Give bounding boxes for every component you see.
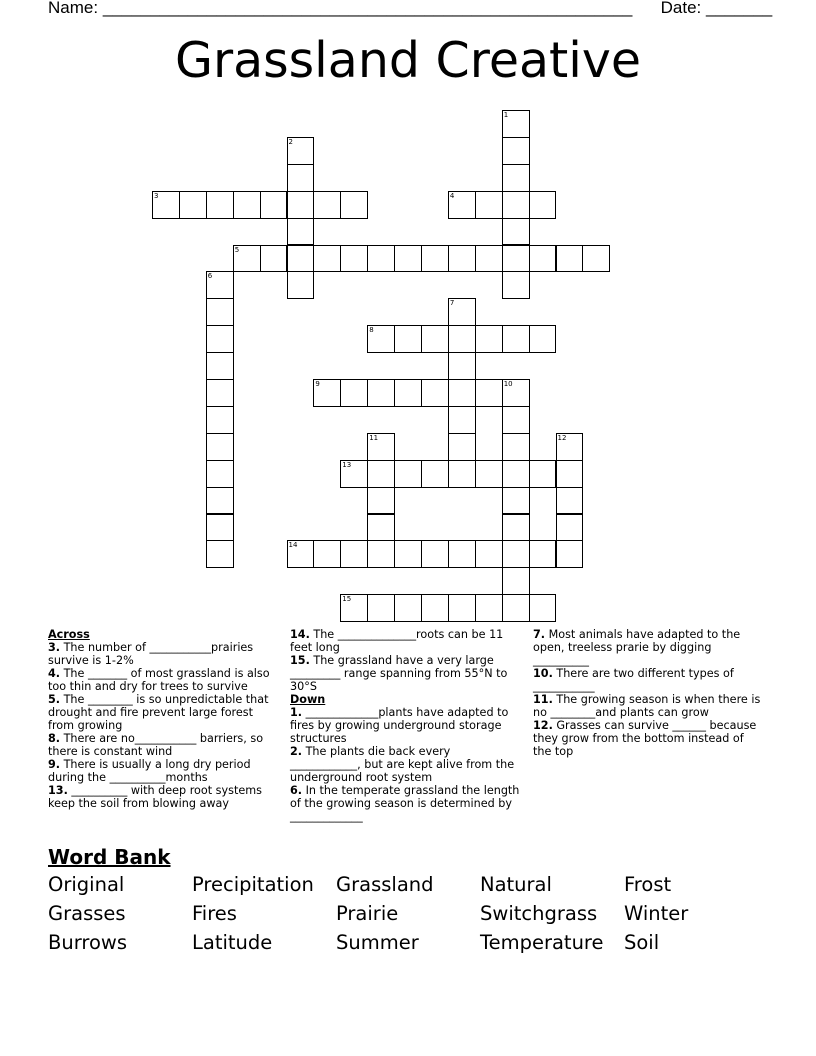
clue-number: 13 (342, 460, 352, 469)
clue-across-9: 9. There is usually a long dry period during the __________months (48, 758, 251, 784)
crossword-cell[interactable] (287, 191, 315, 219)
crossword-cell[interactable] (206, 406, 234, 434)
crossword-cell[interactable] (448, 379, 476, 407)
clue-number: 1 (503, 111, 509, 119)
crossword-cell[interactable] (502, 487, 530, 515)
word-bank-title: Word Bank (48, 845, 171, 869)
clue-number: 6 (207, 272, 213, 281)
word-bank-word: Grasses (48, 902, 126, 925)
crossword-cell[interactable] (313, 191, 341, 219)
crossword-cell[interactable] (367, 460, 395, 488)
crossword-cell[interactable] (421, 245, 449, 273)
crossword-cell[interactable] (448, 352, 476, 380)
clue-number: 9 (315, 380, 320, 388)
crossword-cell[interactable] (340, 540, 368, 568)
crossword-cell[interactable] (367, 379, 395, 407)
word-bank-word: Summer (336, 931, 419, 954)
crossword-cell[interactable] (556, 514, 584, 542)
word-bank-word: Original (48, 873, 125, 896)
crossword-cell[interactable] (206, 433, 234, 461)
crossword-cell[interactable] (448, 325, 476, 353)
clue-number: 15 (342, 595, 352, 604)
crossword-cell[interactable] (152, 191, 180, 219)
clue-across-15: 15. The grassland have a very large _________ range spanning from 55°N to 30°S (290, 654, 508, 693)
crossword-cell[interactable] (502, 379, 530, 407)
clue-down-2: 2. The plants die back every ____________, but are kept alive from the underground root system (290, 745, 515, 784)
crossword-cell[interactable] (448, 460, 476, 488)
crossword-cell[interactable] (502, 325, 530, 353)
crossword-cell[interactable] (475, 379, 503, 407)
crossword-cell[interactable] (287, 245, 315, 273)
crossword-cell[interactable] (233, 245, 261, 273)
crossword-cell[interactable] (367, 245, 395, 273)
date-blank[interactable]: _______ (706, 0, 773, 17)
crossword-cell[interactable] (206, 191, 234, 219)
crossword-cell[interactable] (502, 245, 530, 273)
middle-clues-column (290, 628, 522, 823)
crossword-cell[interactable] (475, 594, 503, 622)
crossword-cell[interactable] (556, 487, 584, 515)
crossword-cell[interactable] (475, 460, 503, 488)
crossword-cell[interactable] (502, 164, 530, 192)
crossword-cell[interactable] (287, 164, 315, 192)
crossword-cell[interactable] (475, 245, 503, 273)
clue-across-3: 3. The number of ___________prairies survive is 1-2% (48, 641, 254, 667)
word-bank-word: Prairie (336, 902, 399, 925)
word-bank-word: Winter (624, 902, 689, 925)
clue-down-10: 10. There are two different types of ___________ (533, 667, 734, 693)
crossword-cell[interactable] (529, 191, 557, 219)
crossword-cell[interactable] (502, 460, 530, 488)
crossword-cell[interactable] (260, 191, 288, 219)
crossword-cell[interactable] (421, 460, 449, 488)
crossword-cell[interactable] (206, 514, 234, 542)
crossword-cell[interactable] (529, 540, 557, 568)
clue-number: 7 (449, 299, 455, 308)
word-bank-word: Fires (192, 902, 237, 925)
word-bank-word: Grassland (336, 873, 434, 896)
crossword-cell[interactable] (475, 540, 503, 568)
crossword-cell[interactable] (421, 325, 449, 353)
clue-number: 11 (369, 433, 379, 442)
crossword-cell[interactable] (394, 460, 422, 488)
crossword-cell[interactable] (340, 245, 368, 273)
crossword-cell[interactable] (394, 594, 422, 622)
crossword-cell[interactable] (367, 594, 395, 622)
crossword-cell[interactable] (502, 110, 530, 138)
crossword-cell[interactable] (313, 245, 341, 273)
clue-across-14: 14. The ______________roots can be 11 feet long (290, 628, 504, 654)
crossword-cell[interactable] (394, 379, 422, 407)
crossword-cell[interactable] (340, 460, 368, 488)
word-bank-word: Soil (624, 931, 660, 954)
clue-number: 4 (449, 191, 455, 200)
clue-down-7: 7. Most animals have adapted to the open, treeless prarie by digging __________ (533, 628, 741, 667)
crossword-cell[interactable] (502, 271, 530, 299)
crossword-cell[interactable] (367, 514, 395, 542)
crossword-cell[interactable] (502, 406, 530, 434)
crossword-cell[interactable] (313, 540, 341, 568)
crossword-cell[interactable] (421, 379, 449, 407)
clue-number: 5 (234, 245, 240, 254)
crossword-cell[interactable] (502, 191, 530, 219)
crossword-cell[interactable] (475, 191, 503, 219)
crossword-cell[interactable] (502, 137, 530, 165)
crossword-cell[interactable] (448, 433, 476, 461)
clue-number: 3 (154, 191, 159, 200)
crossword-cell[interactable] (502, 514, 530, 542)
across-clues-column (48, 628, 280, 810)
word-bank (48, 872, 768, 956)
word-bank-word: Latitude (192, 931, 273, 954)
clue-down-6: 6. In the temperate grassland the length of the growing season is determined by _____________ (290, 784, 520, 823)
crossword-cell[interactable] (448, 406, 476, 434)
crossword-cell[interactable] (448, 298, 476, 326)
crossword-cell[interactable] (367, 325, 395, 353)
crossword-cell[interactable] (206, 460, 234, 488)
crossword-cell[interactable] (448, 540, 476, 568)
crossword-cell[interactable] (206, 325, 234, 353)
crossword-cell[interactable] (179, 191, 207, 219)
page-title: Grassland Creative (174, 32, 641, 89)
clue-down-11: 11. The growing season is when there is no ________and plants can grow (533, 693, 761, 719)
crossword-cell[interactable] (448, 245, 476, 273)
crossword-cell[interactable] (556, 460, 584, 488)
crossword-cell[interactable] (287, 540, 315, 568)
crossword-cell[interactable] (206, 540, 234, 568)
word-bank-word: Frost (624, 873, 672, 896)
crossword-cell[interactable] (556, 540, 584, 568)
crossword-cell[interactable] (556, 245, 584, 273)
crossword-cell[interactable] (502, 567, 530, 595)
crossword-cell[interactable] (340, 191, 368, 219)
crossword-cell[interactable] (206, 271, 234, 299)
crossword-cell[interactable] (502, 540, 530, 568)
down-heading: Down (290, 693, 326, 706)
crossword-cell[interactable] (502, 594, 530, 622)
clue-across-5: 5. The ________ is so unpredictable that drought and fire prevent large forest from growing (48, 693, 269, 732)
crossword-cell[interactable] (394, 540, 422, 568)
clue-across-13: 13. __________ with deep root systems keep the soil from blowing away (48, 784, 262, 810)
crossword-cell[interactable] (313, 379, 341, 407)
crossword-cell[interactable] (448, 594, 476, 622)
clue-number: 8 (369, 326, 374, 335)
word-bank-word: Precipitation (192, 873, 314, 896)
crossword-cell[interactable] (206, 352, 234, 380)
clue-down-12: 12. Grasses can survive ______ because they grow from the bottom instead of the top (533, 719, 757, 758)
crossword-cell[interactable] (421, 594, 449, 622)
crossword-cell[interactable] (502, 433, 530, 461)
clue-across-8: 8. There are no___________ barriers, so there is constant wind (48, 732, 264, 758)
crossword-cell[interactable] (287, 137, 315, 165)
crossword-cell[interactable] (394, 245, 422, 273)
word-bank-word: Temperature (480, 931, 604, 954)
word-bank-word: Switchgrass (480, 902, 598, 925)
crossword-cell[interactable] (287, 271, 315, 299)
name-label: Name: (48, 0, 99, 17)
crossword-cell[interactable] (206, 487, 234, 515)
across-heading: Across (48, 628, 90, 641)
crossword-cell[interactable] (475, 325, 503, 353)
crossword-cell[interactable] (340, 594, 368, 622)
crossword-cell[interactable] (206, 298, 234, 326)
clue-down-1: 1. _____________plants have adapted to fires by growing underground storage structures (290, 706, 509, 745)
crossword-cell[interactable] (287, 218, 315, 246)
clue-number: 14 (288, 541, 298, 550)
crossword-cell[interactable] (582, 245, 610, 273)
crossword-cell[interactable] (529, 460, 557, 488)
crossword-cell[interactable] (340, 379, 368, 407)
right-clues-column (533, 628, 765, 758)
clue-number: 12 (557, 433, 567, 442)
crossword-cell[interactable] (529, 245, 557, 273)
crossword-cell[interactable] (206, 379, 234, 407)
crossword-cell[interactable] (367, 433, 395, 461)
crossword-cell[interactable] (448, 191, 476, 219)
crossword-cell[interactable] (367, 487, 395, 515)
name-blank[interactable]: ________________________________________________________ (102, 0, 633, 17)
clue-number: 2 (288, 137, 293, 146)
crossword-cell[interactable] (529, 325, 557, 353)
date-label: Date: (660, 0, 702, 17)
crossword-cell[interactable] (260, 245, 288, 273)
clue-number: 10 (503, 380, 513, 388)
crossword-cell[interactable] (421, 540, 449, 568)
crossword-cell[interactable] (367, 540, 395, 568)
clue-across-4: 4. The _______ of most grassland is also too thin and dry for trees to survive (48, 667, 270, 693)
crossword-cell[interactable] (556, 433, 584, 461)
crossword-cell[interactable] (502, 218, 530, 246)
crossword-cell[interactable] (394, 325, 422, 353)
word-bank-word: Burrows (48, 931, 128, 954)
word-bank-word: Natural (480, 873, 552, 896)
crossword-cell[interactable] (529, 594, 557, 622)
crossword-cell[interactable] (233, 191, 261, 219)
